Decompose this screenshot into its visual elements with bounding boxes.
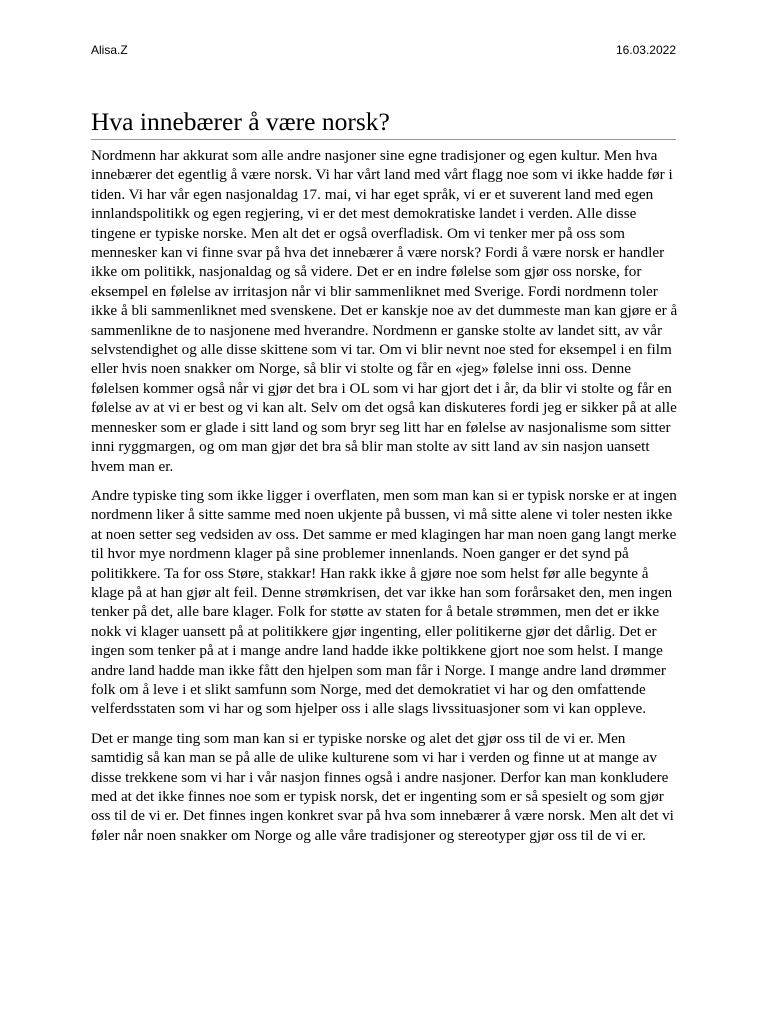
paragraph-3: Det er mange ting som man kan si er typiske norske og alet det gjør oss til de vi er. Men samtidig så kan man se på alle de ulike kulturene som vi har i verden og finne ut at mange av disse trekkene som vi har i vår nasjon finnes også i andre nasjoner. Derfor kan man konkludere med at det ikke finnes noe som er typisk norsk, det er ingenting som er så spesielt og som gjør oss til de vi er. Det finnes ingen konkret svar på hva som innebærer å være norsk. Men alt det vi føler når noen snakker om Norge og alle våre tradisjoner og stereotyper gjør oss til de vi er. (91, 729, 674, 844)
page-header (91, 43, 676, 57)
paragraph-1: Nordmenn har akkurat som alle andre nasjoner sine egne tradisjoner og egen kultur. Men hva innebærer det egentlig å være norsk. Vi har vårt land med vårt flagg noe som vi ikke hadde før i tiden. Vi har vår egen nasjonaldag 17. mai, vi har eget språk, vi er et suverent land med egen innlandspolitikk og egen regjering, vi er det mest demokratiske landet i verden. Alle disse tingene er typiske norske. Men alt det er også overfladisk. Om vi tenker mer på oss som mennesker kan vi finne svar på hva det innebærer å være norsk? Fordi å være norsk er handler ikke om politikk, nasjonaldag og så videre. Det er en indre følelse som gjør oss norske, for eksempel en følelse av irritasjon når vi blir sammenliknet med Sverige. Fordi nordmenn toler ikke å bli sammenliknet med svenskene. Det er kanskje noe av det dummeste man kan gjøre er å sammenlikne de to nasjonene med hverandre. Nordmenn er ganske stolte av landet sitt, av vår selvstendighet og alle disse skittene som vi tar. Om vi blir nevnt noe sted for eksempel i en film eller hvis noen snakker om Norge, så blir vi stolte og får en «jeg» følelse inni oss. Denne følelsen kommer også når vi gjør det bra i OL som vi har gjort det i år, da blir vi stolte og får en følelse av at vi er best og vi kan alt. Selv om det også kan diskuteres fordi jeg er sikker på at alle mennesker som er glade i sitt land og som bryr seg litt har en følelse av nasjonalisme som sitter inni ryggmargen, og om man gjør det bra så blir man stolte av sitt land av sin nasjon uansett hvem man er. (91, 147, 678, 475)
document-title: Hva innebærer å være norsk? (91, 107, 676, 140)
author-name: Alisa.Z (91, 43, 128, 57)
document-date: 16.03.2022 (615, 43, 676, 57)
document-body (91, 146, 679, 855)
paragraph-2: Andre typiske ting som ikke ligger i overflaten, men som man kan si er typisk norske er at ingen nordmenn liker å sitte samme med noen ukjente på bussen, vi må sitte alene vi toler nesten ikke at noen setter seg vedsiden av oss. Det samme er med klagingen har man noen gang langt merke til hvor mye nordmenn klager på sine problemer innenlands. Noen ganger er det synd på politikkere. Ta for oss Støre, stakkar! Han rakk ikke å gjøre noe som helst før alle begynte å klage på at han gjør alt feil. Denne strømkrisen, det var ikke han som forårsaket den, men ingen tenker på det, alle bare klager. Folk for støtte av staten for å betale strømmen, men det er ikke nokk vi klager uansett på at politikkere gjør ingenting, eller politikerne gjør det dårlig. Det er ingen som tenker på at i mange andre land hadde ikke poltikkene gjort noe som helst. I mange andre land hadde man ikke fått den hjelpen som man får i Norge. I mange andre land drømmer folk om å leve i et slikt samfunn som Norge, med det demokratiet vi har og den omfattende velferdsstaten som vi har og som hjelper oss i alle slags livssituasjoner som vi kan oppleve. (91, 486, 677, 718)
